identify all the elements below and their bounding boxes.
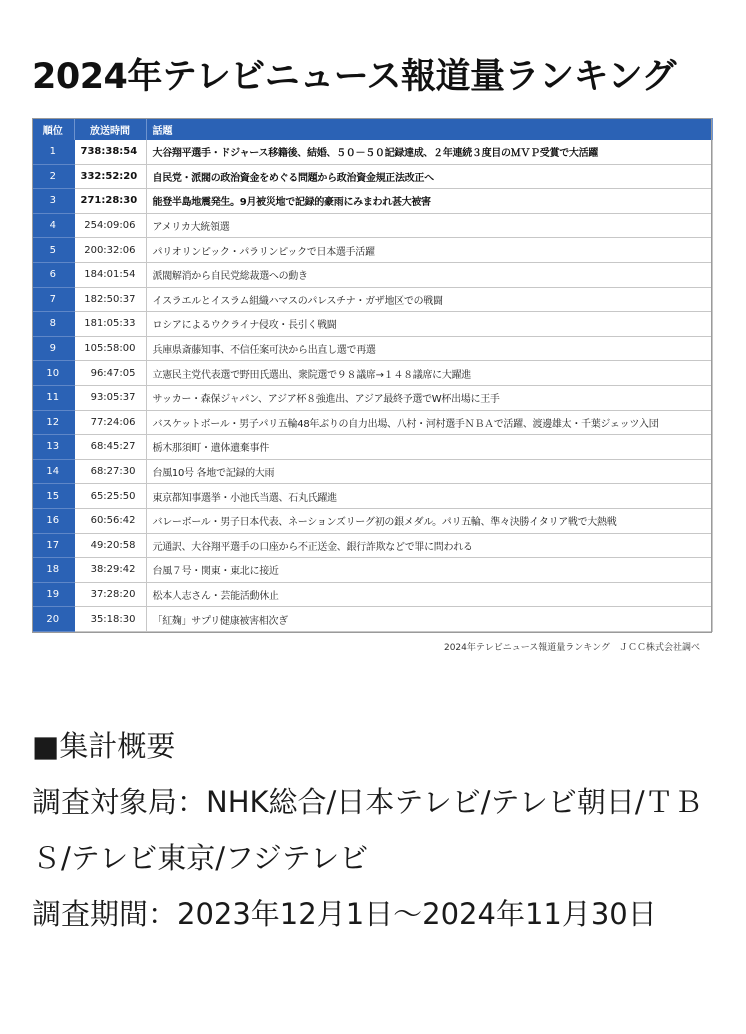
table-row	[32, 508, 712, 533]
rank-cell: 12	[32, 410, 74, 435]
broadcast-time-cell: 60:56:42	[74, 508, 146, 533]
rank-cell: 7	[32, 287, 74, 312]
topic-cell: 兵庫県斎藤知事、不信任案可決から出直し選で再選	[146, 336, 712, 361]
topic-cell: 能登半島地震発生。9月被災地で記録的豪雨にみまわれ甚大被害	[146, 189, 712, 214]
topic-cell: 立憲民主党代表選で野田氏選出、衆院選で９８議席→１４８議席に大躍進	[146, 361, 712, 386]
header-rank: 順位	[32, 118, 74, 140]
topic-cell: イスラエルとイスラム組織ハマスのパレスチナ・ガザ地区での戦闘	[146, 287, 712, 312]
table-row	[32, 238, 712, 263]
topic-cell: 東京都知事選挙・小池氏当選、石丸氏躍進	[146, 484, 712, 509]
topic-cell: パリオリンピック・パラリンピックで日本選手活躍	[146, 238, 712, 263]
broadcast-time-cell: 65:25:50	[74, 484, 146, 509]
broadcast-time-cell: 184:01:54	[74, 262, 146, 287]
rank-cell: 3	[32, 189, 74, 214]
rank-cell: 11	[32, 385, 74, 410]
broadcast-time-cell: 200:32:06	[74, 238, 146, 263]
ranking-body	[32, 140, 712, 631]
rank-cell: 6	[32, 262, 74, 287]
broadcast-time-cell: 105:58:00	[74, 336, 146, 361]
broadcast-time-cell: 38:29:42	[74, 558, 146, 583]
table-row	[32, 361, 712, 386]
summary-period: 調査期間：2023年12月1日～2024年11月30日	[32, 897, 657, 931]
page-title: 2024年テレビニュース報道量ランキング	[32, 57, 676, 98]
topic-cell: 大谷翔平選手・ドジャース移籍後、結婚、５０－５０記録達成、２年連続３度目のＭＶＰ受賞で大活躍	[146, 140, 712, 164]
rank-cell: 19	[32, 582, 74, 607]
header-broadcast-time: 放送時間	[74, 118, 146, 140]
table-row	[32, 484, 712, 509]
rank-cell: 2	[32, 164, 74, 189]
topic-cell: バレーボール・男子日本代表、ネーションズリーグ初の銀メダル。パリ五輪、準々決勝イタリア戦で大熱戦	[146, 508, 712, 533]
rank-cell: 17	[32, 533, 74, 558]
topic-cell: 台風10号 各地で記録的大雨	[146, 459, 712, 484]
topic-cell: 派閥解消から自民党総裁選への動き	[146, 262, 712, 287]
table-row	[32, 336, 712, 361]
broadcast-time-cell: 181:05:33	[74, 312, 146, 337]
summary-stations: 調査対象局：NHK総合/日本テレビ/テレビ朝日/ＴＢＳ/テレビ東京/フジテレビ	[32, 785, 703, 875]
rank-cell: 18	[32, 558, 74, 583]
table-row	[32, 459, 712, 484]
ranking-table	[32, 118, 713, 632]
broadcast-time-cell: 93:05:37	[74, 385, 146, 410]
broadcast-time-cell: 68:27:30	[74, 459, 146, 484]
table-row	[32, 262, 712, 287]
rank-cell: 14	[32, 459, 74, 484]
table-row	[32, 558, 712, 583]
table-header-row	[32, 118, 712, 140]
topic-cell: バスケットボール・男子パリ五輪48年ぶりの自力出場、八村・河村選手ＮＢＡで活躍、渡邊雄太・千葉ジェッツ入団	[146, 410, 712, 435]
broadcast-time-cell: 738:38:54	[74, 140, 146, 164]
rank-cell: 1	[32, 140, 74, 164]
table-row	[32, 164, 712, 189]
rank-cell: 4	[32, 213, 74, 238]
rank-cell: 20	[32, 607, 74, 632]
broadcast-time-cell: 271:28:30	[74, 189, 146, 214]
table-row	[32, 435, 712, 460]
rank-cell: 15	[32, 484, 74, 509]
table-row	[32, 410, 712, 435]
rank-cell: 8	[32, 312, 74, 337]
broadcast-time-cell: 35:18:30	[74, 607, 146, 632]
topic-cell: 「紅麹」サプリ健康被害相次ぎ	[146, 607, 712, 632]
topic-cell: 自民党・派閥の政治資金をめぐる問題から政治資金規正法改正へ	[146, 164, 712, 189]
table-row	[32, 385, 712, 410]
table-row	[32, 582, 712, 607]
broadcast-time-cell: 77:24:06	[74, 410, 146, 435]
topic-cell: サッカー・森保ジャパン、アジア杯８強進出、アジア最終予選でW杯出場に王手	[146, 385, 712, 410]
table-row	[32, 189, 712, 214]
table-row	[32, 287, 712, 312]
topic-cell: 元通訳、大谷翔平選手の口座から不正送金、銀行詐欺などで罪に問われる	[146, 533, 712, 558]
topic-cell: アメリカ大統領選	[146, 213, 712, 238]
broadcast-time-cell: 332:52:20	[74, 164, 146, 189]
rank-cell: 5	[32, 238, 74, 263]
header-topic: 話題	[146, 118, 712, 140]
table-row	[32, 140, 712, 164]
broadcast-time-cell: 37:28:20	[74, 582, 146, 607]
rank-cell: 13	[32, 435, 74, 460]
source-note: 2024年テレビニュース報道量ランキング ＪＣＣ株式会社調べ	[443, 643, 700, 653]
table-row	[32, 607, 712, 632]
summary-heading: ■集計概要	[32, 729, 176, 763]
topic-cell: 台風７号・関東・東北に接近	[146, 558, 712, 583]
table-row	[32, 213, 712, 238]
summary-section	[32, 718, 722, 942]
table-row	[32, 533, 712, 558]
broadcast-time-cell: 182:50:37	[74, 287, 146, 312]
topic-cell: 栃木那須町・遺体遺棄事件	[146, 435, 712, 460]
topic-cell: ロシアによるウクライナ侵攻・長引く戦闘	[146, 312, 712, 337]
rank-cell: 10	[32, 361, 74, 386]
broadcast-time-cell: 49:20:58	[74, 533, 146, 558]
broadcast-time-cell: 68:45:27	[74, 435, 146, 460]
broadcast-time-cell: 96:47:05	[74, 361, 146, 386]
rank-cell: 16	[32, 508, 74, 533]
broadcast-time-cell: 254:09:06	[74, 213, 146, 238]
rank-cell: 9	[32, 336, 74, 361]
table-row	[32, 312, 712, 337]
topic-cell: 松本人志さん・芸能活動休止	[146, 582, 712, 607]
